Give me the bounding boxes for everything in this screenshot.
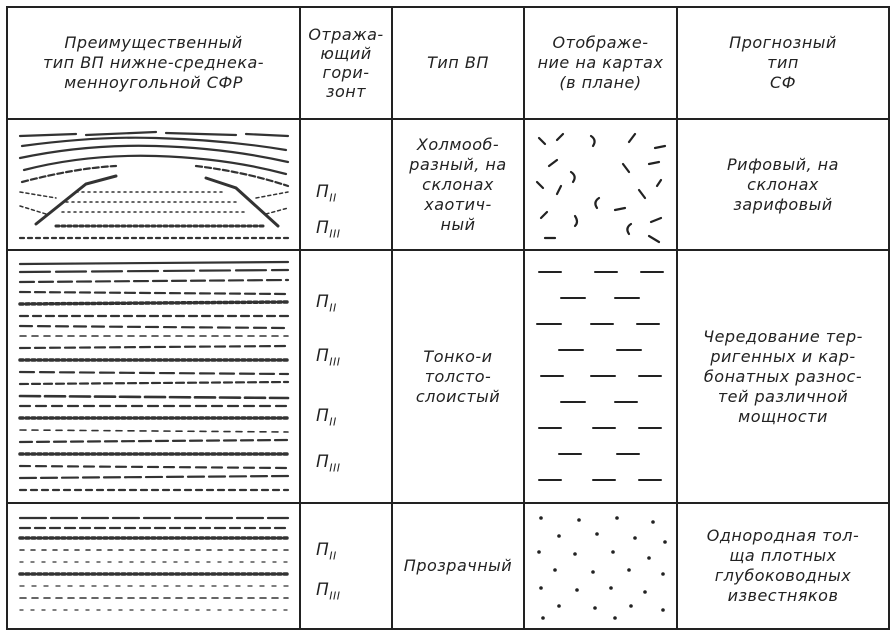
vp-type-hummocky: Холмооб- разный, на склонах хаотич- ный (409, 134, 507, 234)
header-line: Отображе- (552, 33, 649, 52)
table-border-bottom (6, 628, 890, 630)
header-line: Прогнозный (729, 33, 837, 52)
header-line: Тип ВП (427, 53, 489, 72)
facies-table (6, 6, 890, 630)
horizon-label: $П_{III}$ (316, 580, 341, 603)
table-border-right (888, 6, 890, 630)
header-line: Отража- (308, 25, 384, 44)
header-map-display (525, 8, 676, 118)
map-symbol-chaotic (531, 128, 669, 244)
forecast-reef: Рифовый, на склонах зарифовый (727, 154, 839, 214)
header-line: СФ (770, 73, 796, 92)
vp-type-transparent: Прозрачный (403, 556, 513, 575)
horizon-label: $П_{III}$ (316, 218, 341, 241)
horizon-label: $П_{III}$ (316, 452, 341, 475)
vp-type-layered: Тонко-и толсто- слоистый (415, 346, 501, 406)
forecast-alternation: Чередование тер- ригенных и кар- бонатных разнос- тей различной мощности (703, 326, 863, 426)
header-line: ющий (320, 44, 372, 63)
header-line: менноугольной СФР (64, 73, 243, 92)
horizon-label: $П_{II}$ (316, 182, 337, 205)
header-line: тип (767, 53, 799, 72)
header-line: (в плане) (559, 73, 642, 92)
header-line: гори- (322, 63, 370, 82)
header-line: Преимущественный (64, 33, 243, 52)
horizon-label: $П_{II}$ (316, 540, 337, 563)
header-forecast-type (678, 8, 888, 118)
header-vp-type (393, 8, 523, 118)
horizon-label: $П_{II}$ (316, 292, 337, 315)
header-dominant-type (8, 8, 299, 118)
header-line: ние на картах (537, 53, 664, 72)
seismic-section-transparent (16, 510, 294, 622)
seismic-section-layered (16, 256, 294, 496)
map-symbol-dashes (531, 262, 671, 486)
map-symbol-dots (531, 512, 671, 622)
seismic-section-mound (16, 126, 294, 244)
forecast-limestone: Однородная тол- ща плотных глубоководных известняков (706, 526, 860, 605)
horizon-label: $П_{II}$ (316, 406, 337, 429)
horizon-label: $П_{III}$ (316, 346, 341, 369)
header-line: тип ВП нижне-среднека- (42, 53, 265, 72)
header-reflecting-horizon (301, 8, 391, 118)
header-line: зонт (325, 82, 367, 101)
